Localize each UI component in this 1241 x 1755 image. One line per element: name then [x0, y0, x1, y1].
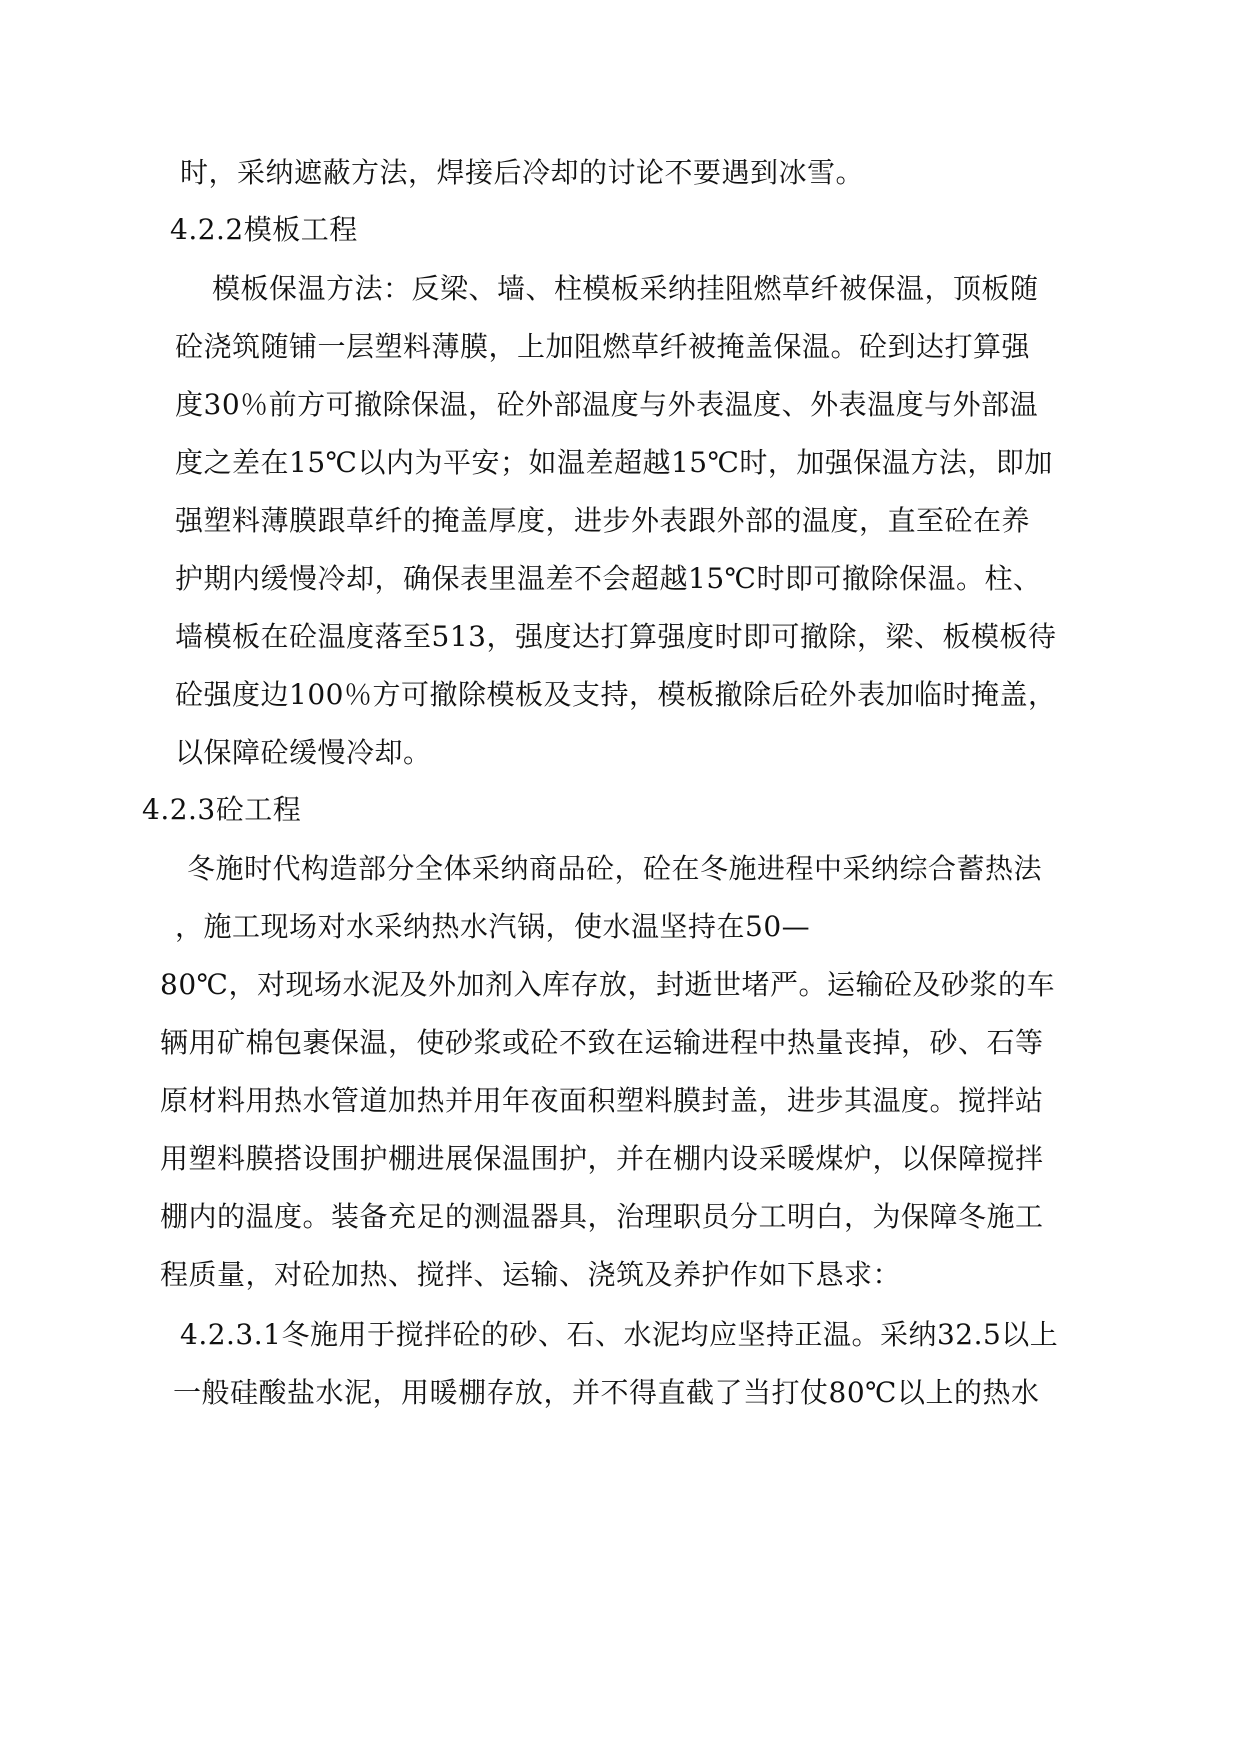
section-heading-4-2-2: 4.2.2模板工程: [170, 213, 358, 246]
text-line: 80℃，对现场水泥及外加剂入库存放，封逝世堵严。运输砼及砂浆的车: [160, 968, 1055, 1001]
text-line: 度30％前方可撤除保温，砼外部温度与外表温度、外表温度与外部温: [175, 388, 1039, 421]
text-line: 砼强度边100％方可撤除模板及支持，模板撤除后砼外表加临时掩盖，: [175, 678, 1057, 711]
text-line: 墙模板在砼温度落至513，强度达打算强度时即可撤除，梁、板模板待: [175, 620, 1057, 653]
text-line: 冬施时代构造部分全体采纳商品砼，砼在冬施进程中采纳综合蓄热法: [187, 852, 1043, 885]
subsection-heading-4-2-3-1: 4.2.3.1冬施用于搅拌砼的砂、石、水泥均应坚持正温。采纳32.5以上: [180, 1318, 1059, 1351]
text-line: 以保障砼缓慢冷却。: [175, 736, 432, 769]
text-line: 用塑料膜搭设围护棚进展保温围护，并在棚内设采暖煤炉，以保障搅拌: [160, 1142, 1044, 1175]
text-line: 护期内缓慢冷却，确保表里温差不会超越15℃时即可撤除保温。柱、: [175, 562, 1042, 595]
text-line: 棚内的温度。装备充足的测温器具，治理职员分工明白，为保障冬施工: [160, 1200, 1044, 1233]
text-line: 时，采纳遮蔽方法，焊接后冷却的讨论不要遇到冰雪。: [180, 156, 865, 189]
text-line: 程质量，对砼加热、搅拌、运输、浇筑及养护作如下恳求：: [160, 1258, 902, 1291]
text-line: 原材料用热水管道加热并用年夜面积塑料膜封盖，进步其温度。搅拌站: [160, 1084, 1044, 1117]
text-line: 度之差在15℃以内为平安；如温差超越15℃时，加强保温方法，即加: [175, 446, 1053, 479]
text-line: 辆用矿棉包裹保温，使砂浆或砼不致在运输进程中热量丧掉，砂、石等: [160, 1026, 1044, 1059]
text-line: 一般硅酸盐水泥，用暖棚存放，并不得直截了当打仗80℃以上的热水: [173, 1376, 1040, 1409]
section-heading-4-2-3: 4.2.3砼工程: [142, 793, 302, 826]
text-line: ，施工现场对水采纳热水汽锅，使水温坚持在50—: [175, 910, 811, 943]
text-line: 模板保温方法：反梁、墙、柱模板采纳挂阻燃草纤被保温，顶板随: [212, 272, 1039, 305]
text-line: 砼浇筑随铺一层塑料薄膜，上加阻燃草纤被掩盖保温。砼到达打算强: [175, 330, 1031, 363]
text-line: 强塑料薄膜跟草纤的掩盖厚度，进步外表跟外部的温度，直至砼在养: [175, 504, 1031, 537]
